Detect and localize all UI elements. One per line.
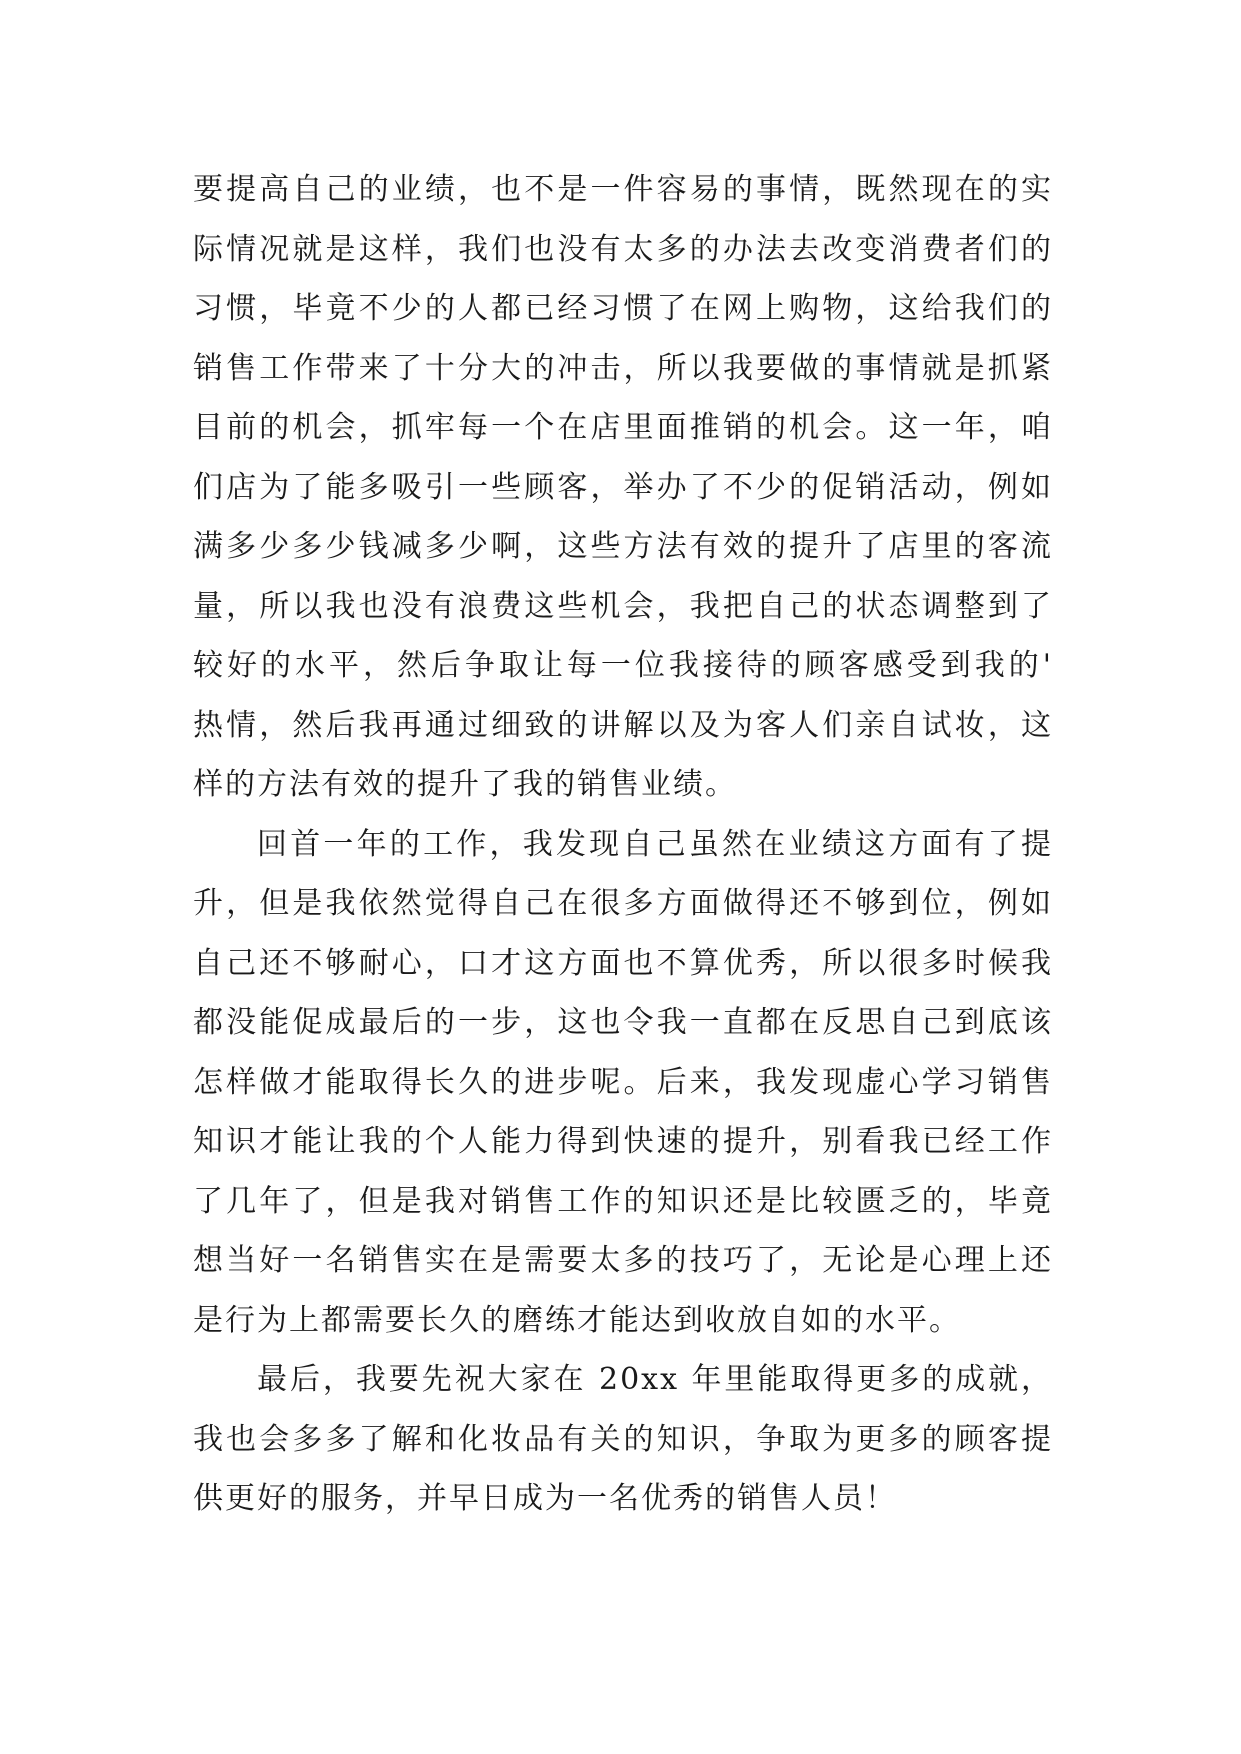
text-line: 量，所以我也没有浪费这些机会，我把自己的状态调整到了 [193,588,1053,624]
text-line: 回首一年的工作，我发现自己虽然在业绩这方面有了提 [257,826,1053,862]
text-line: 怎样做才能取得长久的进步呢。后来，我发现虚心学习销售 [193,1064,1053,1100]
text-line: 是行为上都需要长久的磨练才能达到收放自如的水平。 [193,1302,961,1338]
text-line: 最后，我要先祝大家在 20xx 年里能取得更多的成就， [257,1362,1053,1397]
text-line: 际情况就是这样，我们也没有太多的办法去改变消费者们的 [193,231,1053,267]
paragraph-1 [193,160,1053,815]
text-line: 要提高自己的业绩，也不是一件容易的事情，既然现在的实 [193,172,1053,207]
text-line: 销售工作带来了十分大的冲击，所以我要做的事情就是抓紧 [193,350,1053,386]
text-line: 热情，然后我再通过细致的讲解以及为客人们亲自试妆，这 [193,707,1053,743]
text-line: 我也会多多了解和化妆品有关的知识，争取为更多的顾客提 [193,1421,1053,1457]
text-line: 想当好一名销售实在是需要太多的技巧了，无论是心理上还 [193,1243,1053,1278]
text-line: 们店为了能多吸引一些顾客，举办了不少的促销活动，例如 [193,469,1053,505]
text-line: 都没能促成最后的一步，这也令我一直都在反思自己到底该 [193,1005,1053,1040]
paragraph-3 [193,1350,1053,1529]
text-line: 自己还不够耐心，口才这方面也不算优秀，所以很多时候我 [193,945,1053,981]
text-line: 较好的水平，然后争取让每一位我接待的顾客感受到我的' [193,648,1053,683]
text-line: 样的方法有效的提升了我的销售业绩。 [193,767,737,802]
document-body [193,160,1053,1529]
text-line: 供更好的服务，并早日成为一名优秀的销售人员！ [193,1481,897,1516]
text-line: 满多少多少钱减多少啊，这些方法有效的提升了店里的客流 [193,529,1053,564]
text-line: 知识才能让我的个人能力得到快速的提升，别看我已经工作 [193,1124,1053,1159]
text-line: 升，但是我依然觉得自己在很多方面做得还不够到位，例如 [193,886,1053,921]
text-line: 目前的机会，抓牢每一个在店里面推销的机会。这一年，咱 [193,410,1053,445]
paragraph-2 [193,815,1053,1351]
text-line: 习惯，毕竟不少的人都已经习惯了在网上购物，这给我们的 [193,291,1053,326]
text-line: 了几年了，但是我对销售工作的知识还是比较匮乏的，毕竟 [193,1183,1053,1219]
